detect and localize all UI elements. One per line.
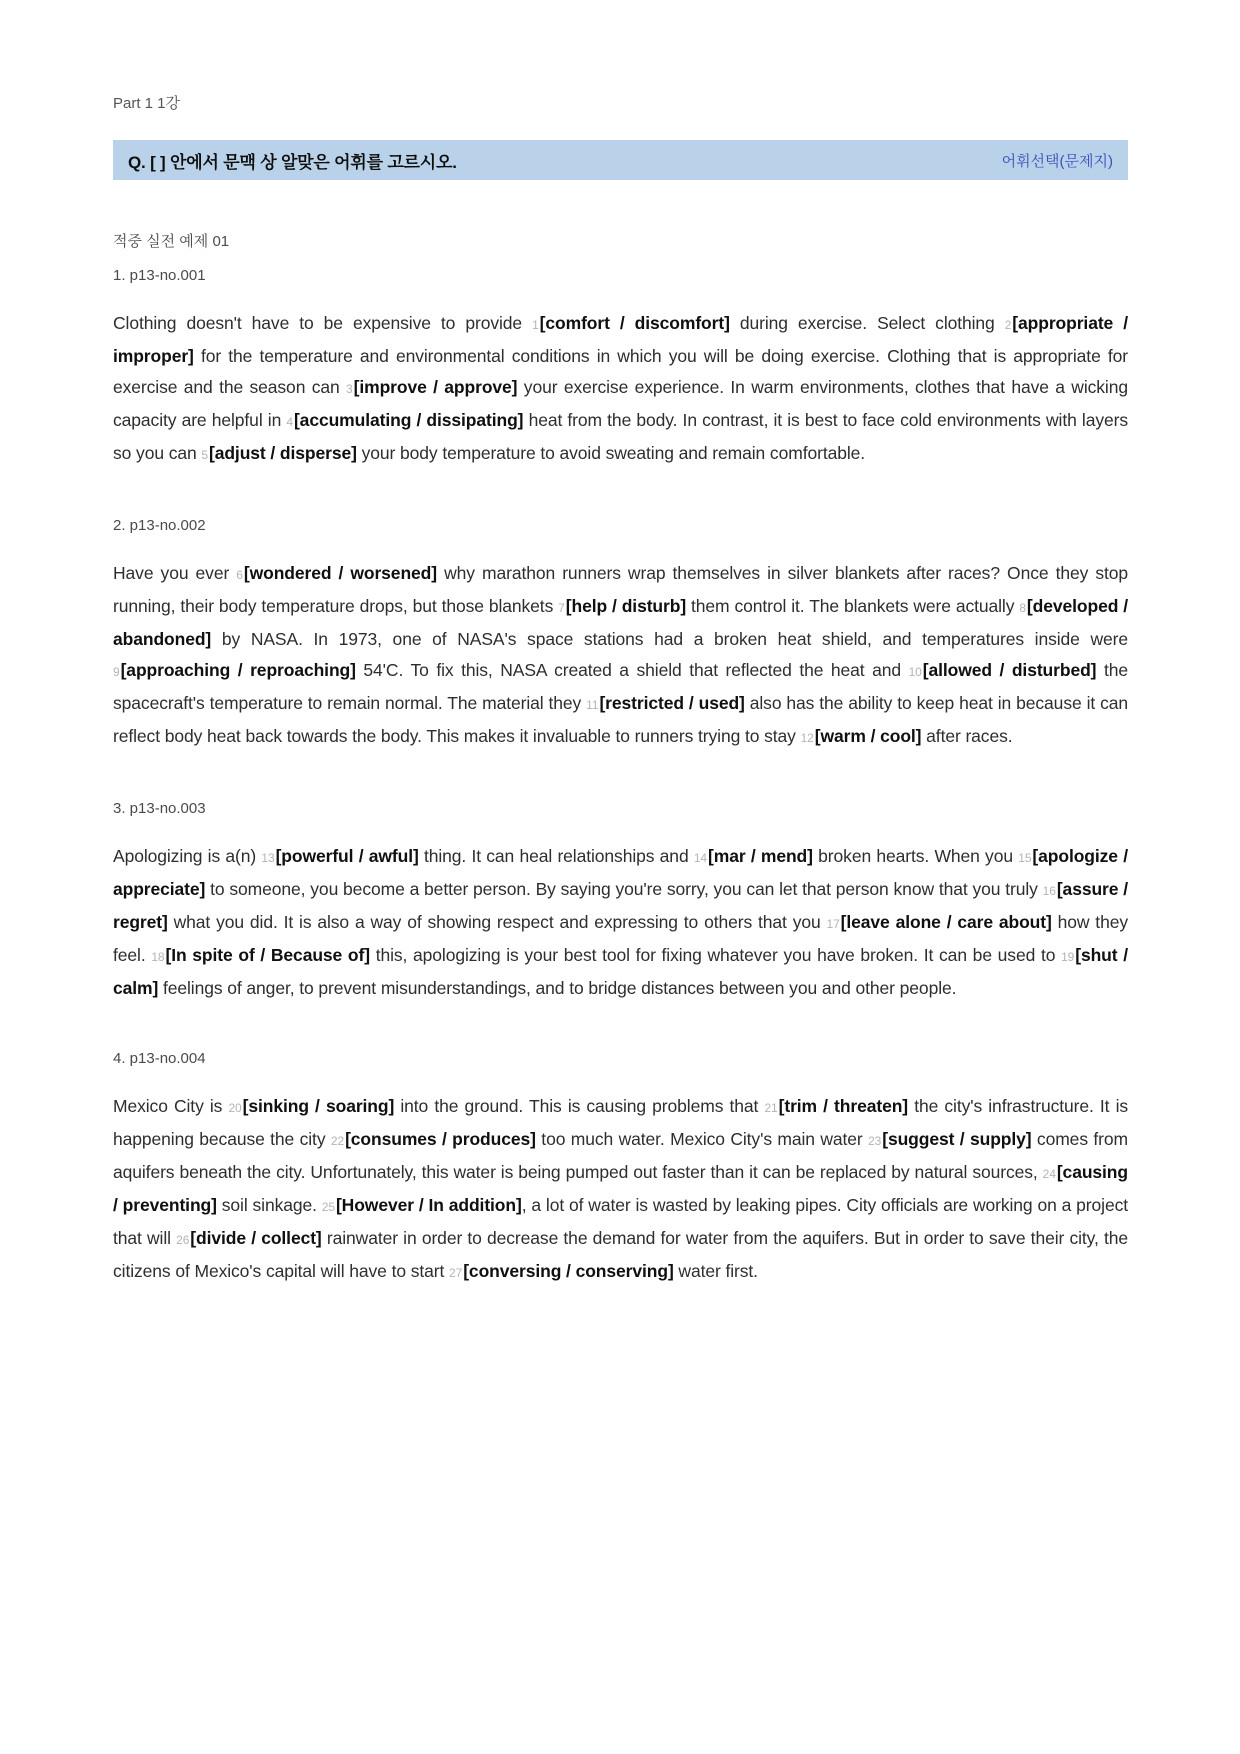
choice-options: [improve / approve] bbox=[353, 377, 518, 397]
paragraph-text: into the ground. This is causing problems that bbox=[394, 1096, 765, 1116]
choice-token bbox=[331, 1129, 536, 1149]
choice-options: [warm / cool] bbox=[814, 726, 922, 746]
question-label: 1. p13-no.001 bbox=[113, 267, 206, 284]
choice-options: [comfort / discomfort] bbox=[539, 313, 730, 333]
paragraph-text: during exercise. Select clothing bbox=[729, 313, 1005, 333]
paragraph-text: the city's infrastructure. It is happening because the city bbox=[113, 1096, 1129, 1149]
choice-token bbox=[261, 846, 418, 866]
paragraph-text: Apologizing is a(n) bbox=[113, 846, 262, 866]
choice-options: [powerful / awful] bbox=[275, 846, 419, 866]
question-paragraph bbox=[113, 558, 1128, 754]
choice-token bbox=[228, 1096, 394, 1116]
paragraph-text: , a lot of water is wasted by leaking pipes. City officials are working on a project that will bbox=[113, 1195, 1128, 1248]
choice-options: [mar / mend] bbox=[708, 846, 813, 866]
choice-options: [developed / abandoned] bbox=[113, 596, 1129, 649]
choice-token bbox=[113, 660, 356, 680]
choice-token bbox=[449, 1261, 674, 1281]
choice-number: 16 bbox=[1042, 884, 1056, 898]
paragraph-text: feelings of anger, to prevent misunderstandings, and to bridge distances between you and other people. bbox=[158, 978, 957, 998]
paragraph-text: for the temperature and environmental conditions in which you will be doing exercise. Clothing that is appropriate for exercise and the season can bbox=[113, 346, 1128, 397]
question-bar-title: Q. [ ] 안에서 문맥 상 알맞은 어휘를 고르시오. bbox=[128, 152, 457, 172]
choice-number: 6 bbox=[236, 568, 243, 582]
choice-number: 10 bbox=[908, 665, 922, 679]
choice-options: [shut / calm] bbox=[113, 945, 1128, 998]
paragraph-text: your body temperature to avoid sweating and remain comfortable. bbox=[356, 443, 866, 463]
choice-number: 14 bbox=[693, 851, 708, 865]
choice-token bbox=[151, 945, 370, 965]
choice-options: [adjust / disperse] bbox=[208, 443, 357, 463]
choice-number: 25 bbox=[321, 1200, 335, 1214]
choice-number: 22 bbox=[330, 1134, 345, 1148]
question-block bbox=[113, 800, 1128, 1004]
choice-token bbox=[909, 660, 1097, 680]
paragraph-text: heat from the body. In contrast, it is best to face cold environments with layers so you can bbox=[113, 410, 1128, 463]
choice-number: 2 bbox=[1004, 318, 1012, 332]
choice-options: [allowed / disturbed] bbox=[922, 660, 1097, 680]
question-paragraph bbox=[113, 308, 1128, 471]
choice-options: [help / disturb] bbox=[565, 596, 687, 616]
paragraph-text: your exercise experience. In warm environments, clothes that have a wicking capacity are helpful in bbox=[113, 377, 1128, 430]
paragraph-text: water first. bbox=[673, 1261, 758, 1281]
choice-number: 26 bbox=[176, 1233, 190, 1247]
question-paragraph bbox=[113, 841, 1128, 1004]
question-label: 3. p13-no.003 bbox=[113, 800, 206, 817]
question-block bbox=[113, 1050, 1128, 1289]
paragraph-text: after races. bbox=[921, 726, 1013, 746]
choice-number: 15 bbox=[1018, 851, 1032, 865]
choice-options: [causing / preventing] bbox=[113, 1162, 1128, 1215]
paragraph-text: by NASA. In 1973, one of NASA's space stations had a broken heat shield, and temperatures inside were bbox=[211, 629, 1128, 649]
choice-options: [In spite of / Because of] bbox=[165, 945, 370, 965]
choice-options: [trim / threaten] bbox=[778, 1096, 909, 1116]
choice-number: 1 bbox=[532, 318, 539, 332]
choice-number: 7 bbox=[558, 601, 565, 615]
choice-token bbox=[201, 443, 356, 463]
paragraph-text: this, apologizing is your best tool for fixing whatever you have broken. It can be used to bbox=[369, 945, 1062, 965]
choice-number: 5 bbox=[201, 448, 208, 462]
paragraph-text: also has the ability to keep heat in because it can reflect body heat back towards the body. This makes it invaluable to runners trying to stay bbox=[113, 693, 1128, 746]
paragraph-text: rainwater in order to decrease the demand for water from the aquifers. But in order to save their city, the citizens of Mexico's capital will have to start bbox=[113, 1228, 1129, 1281]
section-label: 적중 실전 예제 01 bbox=[113, 233, 230, 250]
question-bar bbox=[113, 140, 1128, 180]
question-label: 2. p13-no.002 bbox=[113, 517, 206, 534]
choice-token bbox=[236, 563, 437, 583]
choice-number: 18 bbox=[151, 950, 165, 964]
paragraph-text: them control it. The blankets were actually bbox=[686, 596, 1020, 616]
question-block bbox=[113, 267, 1128, 471]
paragraph-text: to someone, you become a better person. By saying you're sorry, you can let that person know that you truly bbox=[205, 879, 1043, 899]
choice-number: 4 bbox=[286, 415, 293, 429]
choice-token bbox=[868, 1129, 1031, 1149]
choice-number: 12 bbox=[800, 731, 814, 745]
choice-token bbox=[532, 313, 730, 333]
choice-token bbox=[558, 596, 686, 616]
choice-number: 9 bbox=[113, 665, 120, 679]
questions-container bbox=[113, 267, 1128, 1289]
choice-token bbox=[322, 1195, 522, 1215]
choice-options: [conversing / conserving] bbox=[463, 1261, 674, 1281]
paragraph-text: too much water. Mexico City's main water bbox=[535, 1129, 869, 1149]
choice-options: [restricted / used] bbox=[599, 693, 745, 713]
choice-token bbox=[586, 693, 745, 713]
choice-token bbox=[764, 1096, 908, 1116]
choice-number: 24 bbox=[1042, 1167, 1056, 1181]
choice-options: [However / In addition] bbox=[335, 1195, 522, 1215]
paragraph-text: comes from aquifers beneath the city. Unfortunately, this water is being pumped out faster than it can be replaced by natural sources, bbox=[113, 1129, 1128, 1182]
choice-number: 21 bbox=[764, 1101, 778, 1115]
choice-options: [wondered / worsened] bbox=[243, 563, 437, 583]
choice-token bbox=[694, 846, 813, 866]
choice-number: 23 bbox=[868, 1134, 882, 1148]
question-block bbox=[113, 517, 1128, 754]
choice-number: 8 bbox=[1019, 601, 1026, 615]
paragraph-text: Clothing doesn't have to be expensive to provide bbox=[113, 313, 533, 333]
part-label: Part 1 1강 bbox=[113, 95, 181, 112]
choice-number: 11 bbox=[586, 698, 599, 712]
choice-options: [apologize / appreciate] bbox=[113, 846, 1128, 899]
choice-options: [appropriate / improper] bbox=[113, 313, 1128, 366]
choice-number: 19 bbox=[1061, 950, 1075, 964]
choice-options: [suggest / supply] bbox=[882, 1129, 1032, 1149]
choice-options: [accumulating / dissipating] bbox=[293, 410, 524, 430]
choice-number: 20 bbox=[228, 1101, 242, 1115]
choice-number: 17 bbox=[826, 917, 840, 931]
choice-options: [sinking / soaring] bbox=[242, 1096, 395, 1116]
choice-options: [approaching / reproaching] bbox=[120, 660, 356, 680]
paragraph-text: soil sinkage. bbox=[216, 1195, 322, 1215]
paragraph-text: why marathon runners wrap themselves in silver blankets after races? Once they stop running, their body temperature drops, but those blankets bbox=[113, 563, 1129, 616]
choice-options: [divide / collect] bbox=[190, 1228, 322, 1248]
paragraph-text: Mexico City is bbox=[113, 1096, 229, 1116]
choice-number: 27 bbox=[449, 1266, 463, 1280]
choice-token bbox=[346, 377, 517, 397]
paragraph-text: the spacecraft's temperature to remain normal. The material they bbox=[113, 660, 1128, 713]
choice-token bbox=[827, 912, 1052, 932]
question-label: 4. p13-no.004 bbox=[113, 1050, 206, 1067]
question-paragraph bbox=[113, 1091, 1128, 1289]
paragraph-text: broken hearts. When you bbox=[812, 846, 1019, 866]
paragraph-text: Have you ever bbox=[113, 563, 237, 583]
paragraph-text: thing. It can heal relationships and bbox=[418, 846, 694, 866]
paragraph-text: 54'C. To fix this, NASA created a shield that reflected the heat and bbox=[355, 660, 909, 680]
paragraph-text: what you did. It is also a way of showing respect and expressing to others that you bbox=[167, 912, 827, 932]
choice-options: [consumes / produces] bbox=[345, 1129, 536, 1149]
choice-options: [leave alone / care about] bbox=[840, 912, 1052, 932]
choice-number: 13 bbox=[261, 851, 275, 865]
paragraph-text: how they feel. bbox=[113, 912, 1128, 965]
choice-number: 3 bbox=[346, 382, 353, 396]
choice-token bbox=[286, 410, 523, 430]
choice-token bbox=[801, 726, 922, 746]
choice-options: [assure / regret] bbox=[113, 879, 1129, 932]
choice-token bbox=[176, 1228, 322, 1248]
question-type-tag: 어휘선택(문제지) bbox=[1001, 152, 1113, 170]
